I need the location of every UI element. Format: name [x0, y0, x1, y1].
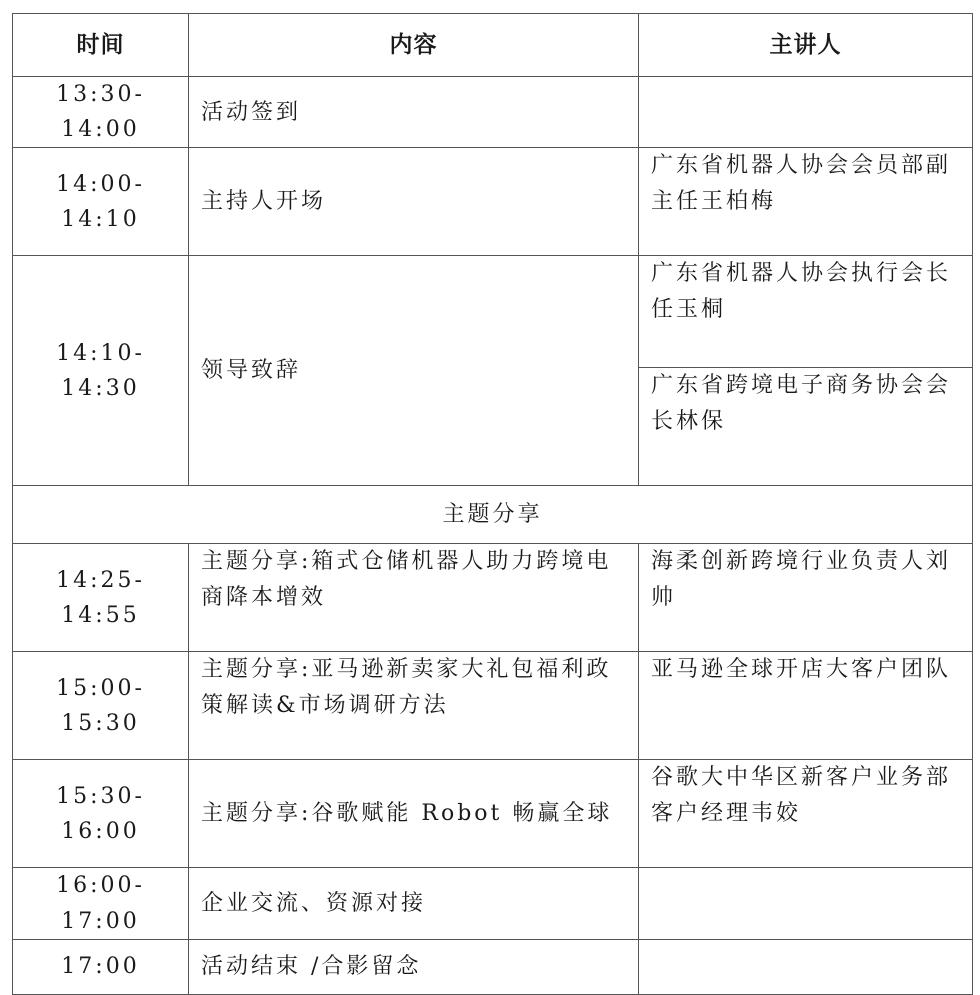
row-time: 14:10-14:30: [13, 256, 189, 486]
table-row: [13, 256, 973, 368]
row-content: 主题分享:谷歌赋能 Robot 畅赢全球: [189, 760, 639, 868]
header-content: 内容: [189, 14, 639, 77]
row-speaker: 海柔创新跨境行业负责人刘帅: [639, 544, 973, 652]
row-speaker: [639, 939, 973, 994]
agenda-table: [12, 13, 973, 995]
section-title: 主题分享: [13, 486, 973, 544]
row-time: 14:25-14:55: [13, 544, 189, 652]
row-content: 领导致辞: [189, 256, 639, 486]
row-time: 15:00-15:30: [13, 652, 189, 760]
table-row: [13, 544, 973, 652]
row-speaker: 广东省跨境电子商务协会会长林保: [639, 368, 973, 486]
table-row: [13, 77, 973, 148]
row-time: 17:00: [13, 939, 189, 994]
row-speaker: [639, 868, 973, 939]
row-content: 企业交流、资源对接: [189, 868, 639, 939]
row-time: 15:30-16:00: [13, 760, 189, 868]
header-row: [13, 14, 973, 77]
row-time: 16:00-17:00: [13, 868, 189, 939]
row-speaker: 亚马逊全球开店大客户团队: [639, 652, 973, 760]
row-speaker: [639, 77, 973, 148]
header-time: 时间: [13, 14, 189, 77]
row-content: 活动结束 /合影留念: [189, 939, 639, 994]
table-row: [13, 760, 973, 868]
header-speaker: 主讲人: [639, 14, 973, 77]
row-content: 主持人开场: [189, 148, 639, 256]
row-content: 主题分享:箱式仓储机器人助力跨境电商降本增效: [189, 544, 639, 652]
row-content: 活动签到: [189, 77, 639, 148]
table-row: [13, 652, 973, 760]
row-speaker: 广东省机器人协会执行会长任玉桐: [639, 256, 973, 368]
row-time: 14:00-14:10: [13, 148, 189, 256]
table-row: [13, 939, 973, 994]
section-row: [13, 486, 973, 544]
table-row: [13, 148, 973, 256]
table-row: [13, 868, 973, 939]
row-time: 13:30-14:00: [13, 77, 189, 148]
row-content: 主题分享:亚马逊新卖家大礼包福利政策解读&市场调研方法: [189, 652, 639, 760]
row-speaker: 广东省机器人协会会员部副主任王柏梅: [639, 148, 973, 256]
row-speaker: 谷歌大中华区新客户业务部客户经理韦姣: [639, 760, 973, 868]
